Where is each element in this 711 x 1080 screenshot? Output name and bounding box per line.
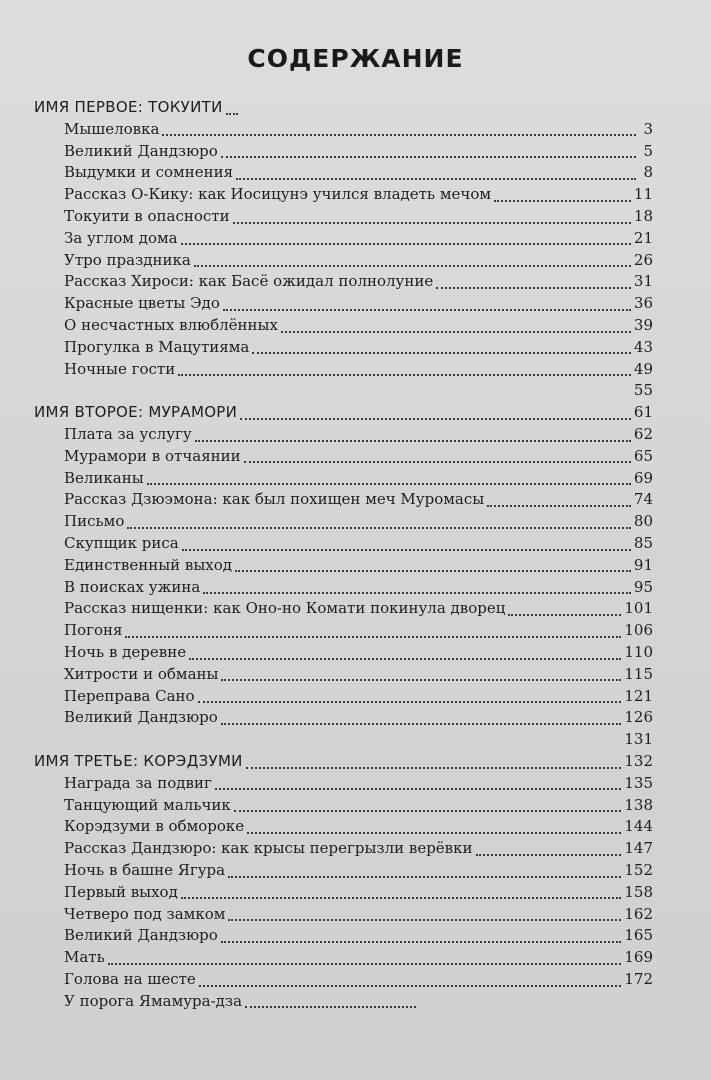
dot-leader (281, 331, 631, 333)
toc-entry-title: Письмо (64, 512, 125, 531)
toc-entry (64, 904, 653, 925)
toc-page-number: 162 (624, 904, 653, 923)
toc-page-number: 74 (633, 490, 653, 509)
toc-entry (64, 860, 653, 881)
toc-entry (64, 838, 653, 859)
toc-page-number: 80 (633, 512, 653, 531)
toc-entry-title: Красные цветы Эдо (64, 294, 220, 313)
toc-entry-title: Выдумки и сомнения (64, 163, 234, 182)
dot-leader (181, 897, 622, 899)
dot-leader (221, 941, 622, 943)
toc-page-number: 147 (624, 839, 653, 858)
toc-entry-title: Ночь в башне Ягура (64, 861, 226, 879)
toc-entry-title: Погоня (64, 621, 123, 640)
dot-leader (508, 614, 621, 616)
toc-page-number: 39 (633, 316, 653, 334)
toc-entry (64, 250, 653, 271)
toc-entry-title: Рассказ Дзюэмона: как был похищен меч Муромасы (64, 490, 485, 509)
toc-entry-title: ИМЯ ТРЕТЬЕ: КОРЭДЗУМИ (34, 752, 243, 770)
toc-entry (64, 686, 653, 707)
toc-entry (64, 991, 419, 1012)
toc-entry-title: В поисках ужина (64, 577, 201, 596)
toc-entry (64, 184, 653, 205)
dot-leader (198, 701, 622, 703)
toc-entry (600, 380, 653, 401)
toc-page-number: 69 (633, 468, 653, 487)
toc-entry-title: Танцующий мальчик (64, 795, 231, 814)
dot-leader (226, 113, 238, 115)
dot-leader (221, 679, 621, 681)
toc-page-number: 131 (624, 730, 653, 749)
toc-entry-title: За углом дома (64, 228, 178, 247)
dot-leader (203, 592, 631, 594)
dot-leader (215, 788, 622, 790)
toc-entry-title: Великаны (64, 468, 144, 487)
toc-page-number: 126 (624, 708, 653, 727)
dot-leader (125, 636, 621, 638)
toc-page-number: 43 (633, 337, 653, 356)
toc-entry (64, 315, 653, 336)
toc-page-number: 169 (624, 948, 653, 967)
toc-entry (64, 228, 653, 249)
toc-entry (64, 598, 653, 619)
toc-entry (64, 271, 653, 292)
toc-page-number: 106 (624, 621, 653, 640)
dot-leader (127, 527, 631, 529)
toc-entry-title: Токуити в опасности (64, 207, 230, 225)
toc-entry (64, 424, 653, 445)
toc-page-number: 65 (633, 446, 653, 465)
toc-entry-title: Единственный выход (64, 555, 233, 574)
dot-leader (182, 549, 631, 551)
toc-entry (64, 511, 653, 532)
toc-entry-title: О несчастных влюблённых (64, 316, 278, 334)
toc-entry-title: Ночные гости (64, 359, 176, 378)
dot-leader (181, 243, 631, 245)
dot-leader (199, 985, 622, 987)
toc-entry-title: Великий Дандзюро (64, 141, 218, 160)
toc-page-number: 18 (633, 207, 653, 225)
toc-entry-title: Ночь в деревне (64, 643, 187, 661)
toc-page-number: 95 (633, 577, 653, 596)
toc-entry (64, 773, 653, 794)
toc-entry (600, 729, 653, 750)
toc-entry-title: ИМЯ ПЕРВОЕ: ТОКУИТИ (34, 98, 223, 116)
dot-leader (233, 222, 631, 224)
toc-page-number: 165 (624, 926, 653, 945)
toc-entry-title: Мать (64, 948, 105, 967)
toc-entry (64, 642, 653, 663)
toc-entry (64, 969, 653, 990)
toc-page-number: 158 (624, 882, 653, 901)
toc-page-number: 5 (643, 141, 653, 160)
toc-entry (64, 119, 653, 140)
toc-entry (64, 925, 653, 946)
toc-entry (64, 446, 653, 467)
toc-entry (64, 293, 653, 314)
dot-leader (221, 723, 622, 725)
toc-entry-title: ИМЯ ВТОРОЕ: МУРАМОРИ (34, 403, 238, 422)
toc-entry (64, 620, 653, 641)
dot-leader (223, 309, 631, 311)
toc-page-number: 11 (633, 185, 653, 204)
page-title: СОДЕРЖАНИЕ (247, 44, 464, 73)
dot-leader (245, 1006, 416, 1008)
toc-page-number: 138 (624, 795, 653, 814)
toc-entry (64, 795, 653, 816)
dot-leader (246, 767, 622, 769)
dot-leader (194, 265, 631, 267)
dot-leader (228, 876, 621, 878)
dot-leader (487, 505, 631, 507)
toc-entry (64, 468, 653, 489)
toc-entry-title: Мурамори в отчаянии (64, 446, 241, 465)
toc-page-number: 55 (633, 381, 653, 400)
toc-page-number: 3 (643, 119, 653, 138)
dot-leader (244, 461, 631, 463)
toc-entry-title: Первый выход (64, 882, 178, 901)
toc-entry-title: Рассказ нищенки: как Оно-но Комати покинула дворец (64, 599, 506, 618)
toc-entry (64, 489, 653, 510)
toc-page-number: 21 (633, 228, 653, 247)
toc-page-number: 8 (643, 163, 653, 182)
dot-leader (147, 483, 631, 485)
toc-page-number: 152 (624, 861, 653, 879)
toc-part-heading (34, 402, 653, 423)
toc-page-number: 85 (633, 534, 653, 552)
toc-page-number: 115 (624, 664, 653, 683)
toc-page-number: 132 (624, 752, 653, 770)
toc-entry (64, 141, 653, 162)
toc-entry-title: Голова на шесте (64, 970, 196, 988)
toc-entry-title: Корэдзуми в обмороке (64, 817, 245, 836)
dot-leader (494, 200, 631, 202)
toc-page-number: 91 (633, 555, 653, 574)
toc-page-number: 172 (624, 970, 653, 988)
toc-entry-title: Прогулка в Мацутияма (64, 337, 250, 356)
toc-entry (64, 359, 653, 380)
toc-entry-title: Четверо под замком (64, 904, 226, 923)
toc-entry (64, 816, 653, 837)
toc-page-number: 135 (624, 773, 653, 792)
toc-entry-title: Хитрости и обманы (64, 664, 219, 683)
toc-entry (64, 162, 653, 183)
toc-entry (64, 577, 653, 598)
toc-entry-title: Великий Дандзюро (64, 926, 218, 945)
dot-leader (221, 156, 636, 158)
toc-part-heading (34, 751, 653, 772)
toc-entry-title: Утро праздника (64, 250, 191, 269)
dot-leader (247, 832, 621, 834)
dot-leader (108, 963, 622, 965)
toc-entry (64, 555, 653, 576)
toc-page-number: 101 (624, 599, 653, 618)
toc-entry-title: Награда за подвиг (64, 773, 212, 792)
toc-entry-title: Мышеловка (64, 119, 160, 138)
toc-entry-title: Рассказ Дандзюро: как крысы перегрызли верёвки (64, 839, 473, 858)
toc-entry-title: Плата за услугу (64, 425, 192, 443)
dot-leader (235, 570, 631, 572)
toc-entry (64, 664, 653, 685)
dot-leader (240, 418, 631, 420)
dot-leader (236, 178, 636, 180)
dot-leader (228, 919, 621, 921)
toc-entry-title: Великий Дандзюро (64, 708, 218, 727)
toc-entry-title: Переправа Сано (64, 686, 195, 705)
dot-leader (178, 374, 631, 376)
toc-entry (64, 533, 653, 554)
dot-leader (189, 658, 621, 660)
dot-leader (195, 440, 631, 442)
toc-page-number: 31 (633, 272, 653, 291)
dot-leader (476, 854, 622, 856)
toc-entry (64, 206, 653, 227)
toc-page-number: 49 (633, 359, 653, 378)
toc-entry-title: У порога Ямамура-дза (64, 991, 243, 1010)
toc-page-number: 144 (624, 817, 653, 836)
dot-leader (436, 287, 631, 289)
toc-entry-title: Рассказ О-Кику: как Иосицунэ учился владеть мечом (64, 185, 492, 204)
toc-page-number: 121 (624, 686, 653, 705)
toc-entry (64, 707, 653, 728)
dot-leader (234, 810, 622, 812)
dot-leader (252, 352, 631, 354)
toc-page-number: 61 (633, 403, 653, 422)
toc-entry-title: Рассказ Хироси: как Басё ожидал полнолуние (64, 272, 434, 291)
toc-page-number: 36 (633, 294, 653, 313)
toc-page-number: 62 (633, 425, 653, 443)
toc-entry (64, 947, 653, 968)
toc-part-heading (34, 97, 241, 118)
dot-leader (162, 134, 636, 136)
toc-entry (64, 337, 653, 358)
toc-entry-title: Скупщик риса (64, 534, 179, 552)
toc-page-number: 26 (633, 250, 653, 269)
toc-page-number: 110 (624, 643, 653, 661)
toc-entry (64, 882, 653, 903)
